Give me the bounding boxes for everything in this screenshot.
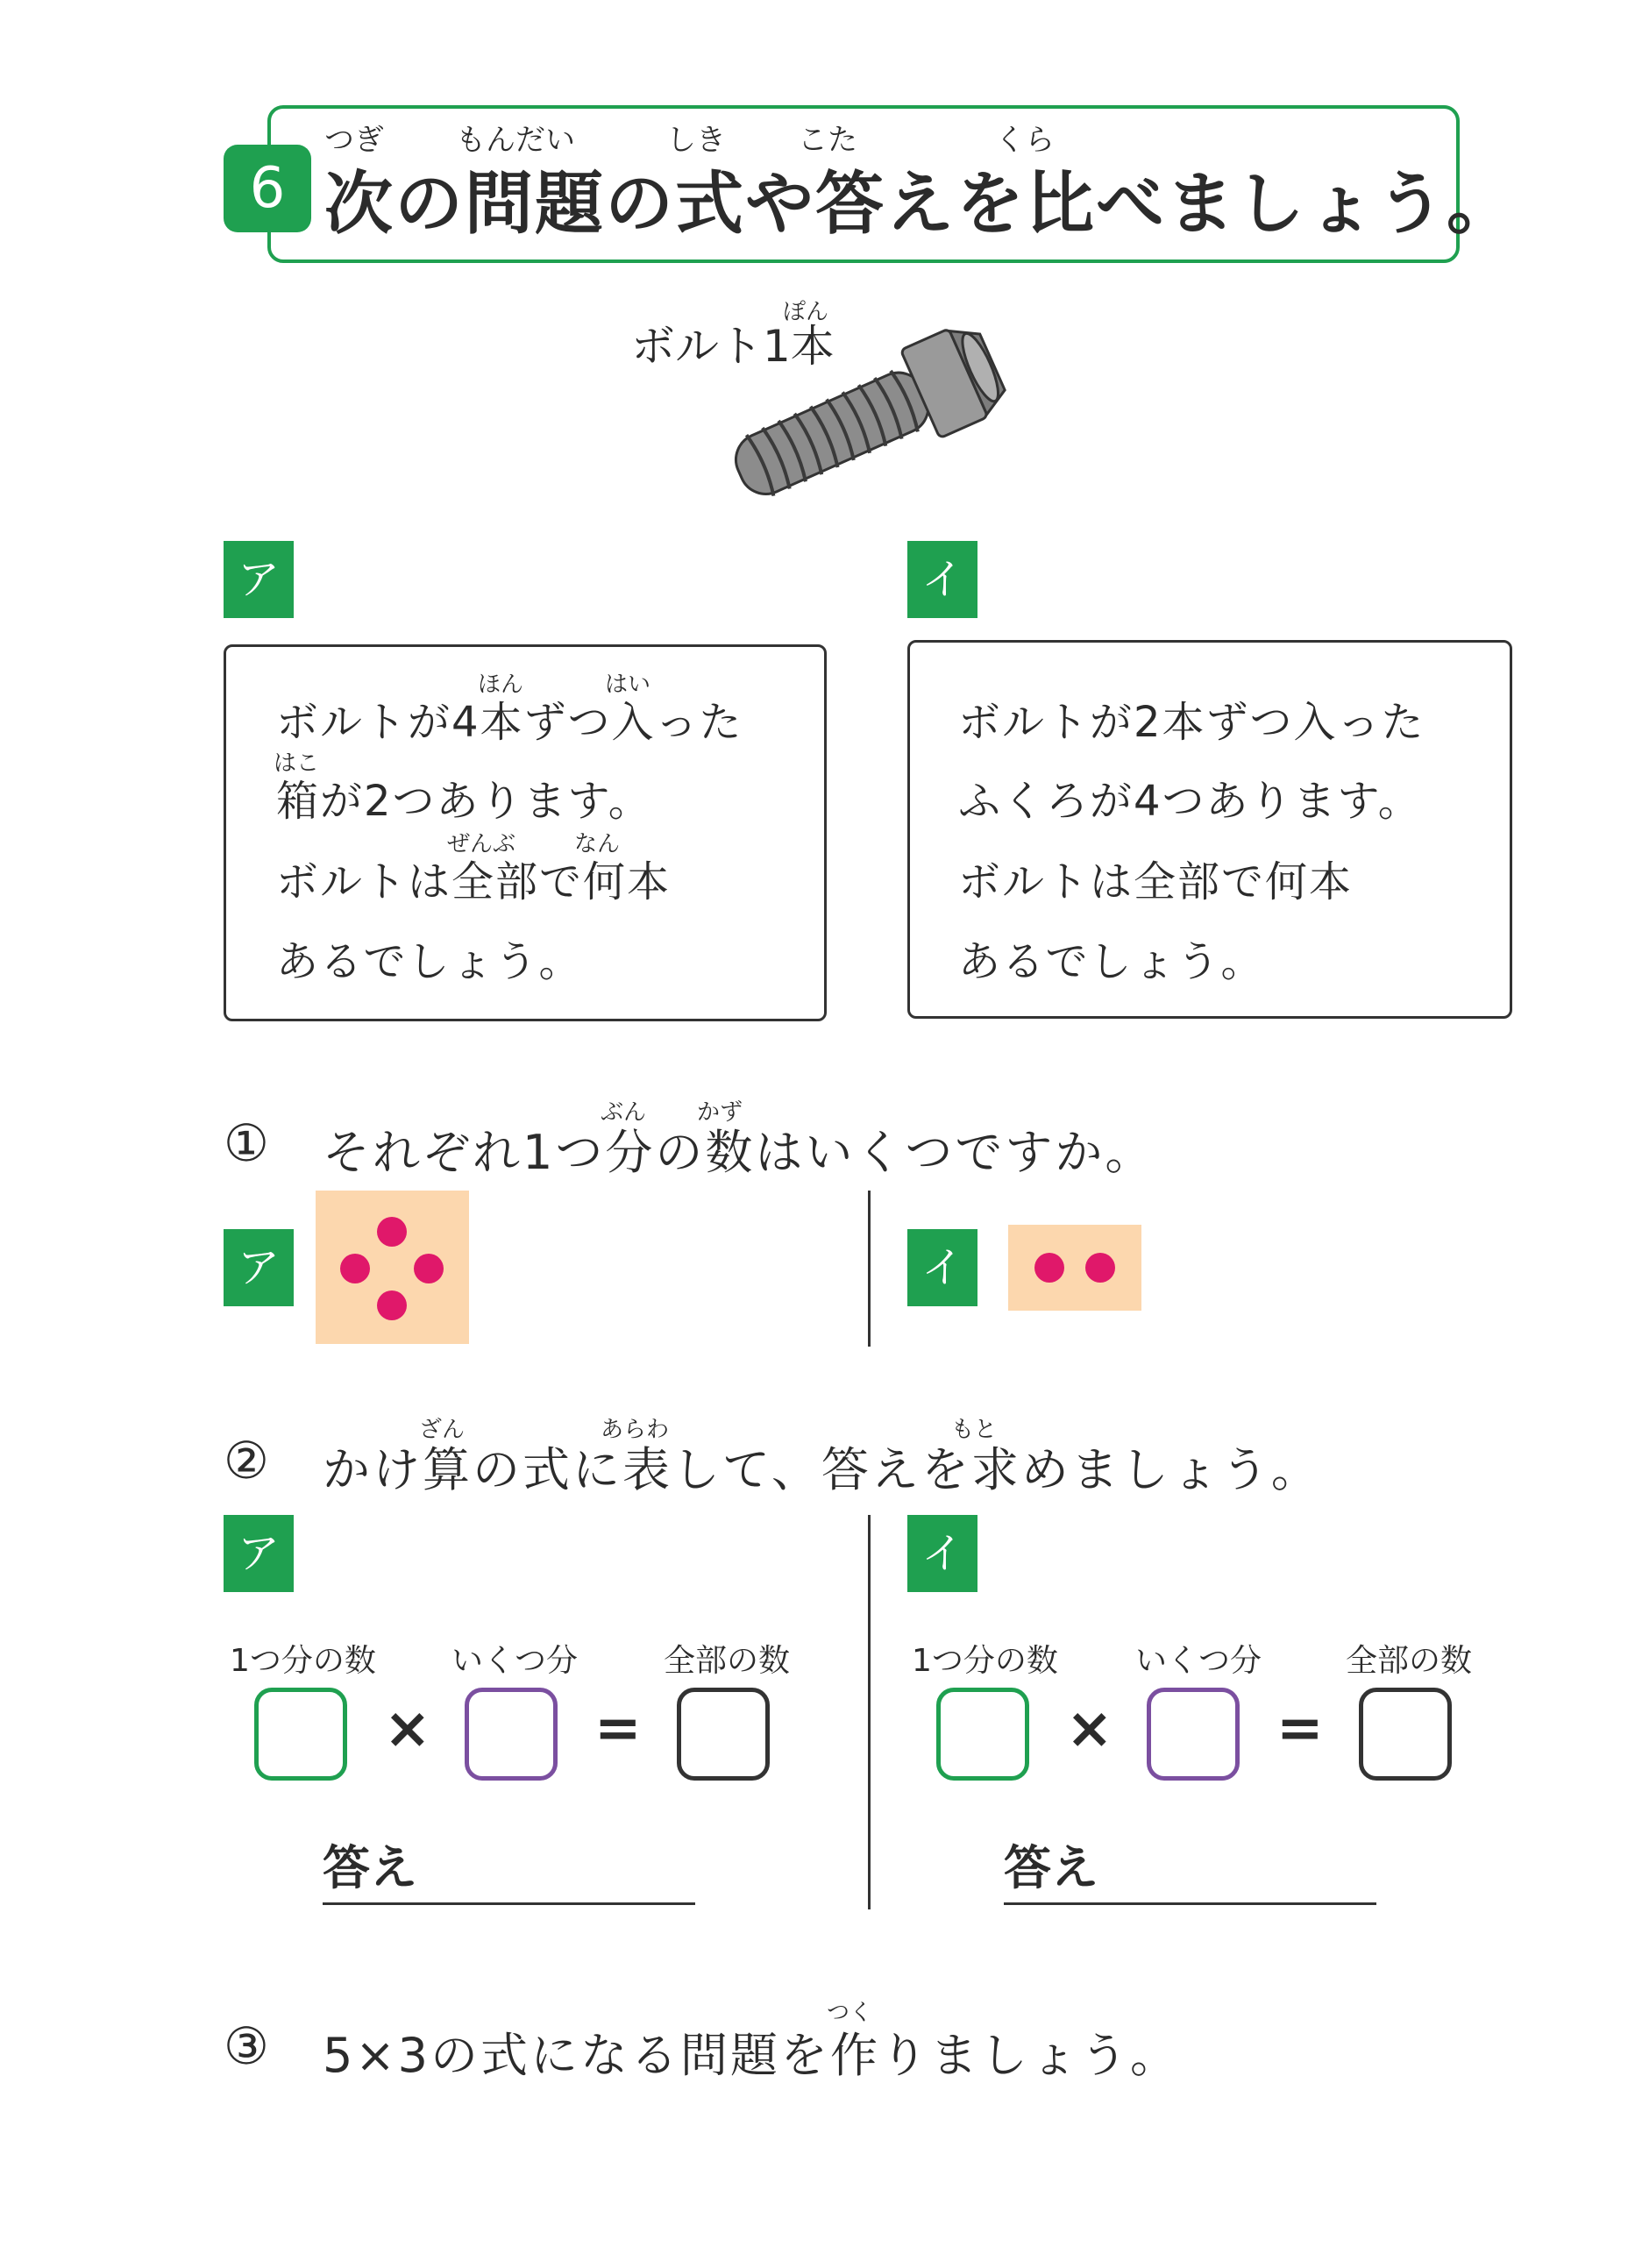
problem-a-ruby-2: はい — [605, 672, 651, 698]
times-sign: × — [384, 1696, 431, 1761]
divider-q1 — [868, 1191, 871, 1347]
label-total: 全部の数 — [664, 1643, 791, 1679]
problem-i-line-3: ボルトは全部で何本 — [958, 857, 1354, 906]
problem-a-line-4: あるでしょう。 — [276, 937, 583, 986]
answer-line-a[interactable] — [323, 1902, 695, 1905]
answer-label-i: 答え — [1004, 1840, 1098, 1895]
per-unit-input-box[interactable] — [936, 1688, 1029, 1781]
problem-a-line-3: ボルトは全部で何本 — [276, 857, 672, 906]
equals-sign: = — [1276, 1696, 1324, 1761]
label-total: 全部の数 — [1346, 1643, 1473, 1679]
problem-i-line-2: ふくろが4つあります。 — [958, 777, 1422, 826]
problem-a-ruby-3: はこ — [274, 750, 320, 777]
answer-label-a: 答え — [323, 1840, 417, 1895]
problem-i-line-1: ボルトが2本ずつ入った — [958, 698, 1425, 747]
q3-text: 5×3の式になる問題を作りましょう。 — [323, 2028, 1180, 2083]
problem-a-ruby-5: なん — [574, 831, 621, 857]
dot — [377, 1217, 407, 1247]
answer-line-i[interactable] — [1004, 1902, 1376, 1905]
dot — [1085, 1253, 1115, 1283]
q1-ruby-1: ぶん — [601, 1099, 647, 1126]
bolt-illustration — [697, 302, 1039, 508]
multiplier-input-box[interactable] — [465, 1688, 558, 1781]
problem-a-line-2: 箱が2つあります。 — [276, 777, 652, 826]
per-unit-input-box[interactable] — [254, 1688, 347, 1781]
q2-ruby-3: もと — [951, 1417, 998, 1443]
bolt-label: ボルト1本 — [631, 321, 835, 372]
dot-card-i — [1008, 1225, 1141, 1311]
dot — [414, 1254, 444, 1283]
problem-a-ruby-4: ぜんぶ — [447, 831, 516, 857]
total-input-box[interactable] — [1359, 1688, 1452, 1781]
label-per-unit: 1つ分の数 — [230, 1643, 376, 1679]
label-multiplier: いくつ分 — [451, 1643, 579, 1679]
title-ruby-2: もんだい — [456, 123, 575, 158]
tag-a: ア — [224, 541, 294, 618]
problem-number-badge: 6 — [224, 145, 311, 232]
title-ruby-5: くら — [995, 123, 1055, 158]
dot — [340, 1254, 370, 1283]
q2-ruby-2: あらわ — [601, 1417, 670, 1443]
q2-ruby-1: ざん — [419, 1417, 466, 1443]
dot — [1034, 1253, 1064, 1283]
total-input-box[interactable] — [677, 1688, 770, 1781]
label-multiplier: いくつ分 — [1135, 1643, 1262, 1679]
label-per-unit: 1つ分の数 — [912, 1643, 1058, 1679]
q1-text: それぞれ1つ分の数はいくつですか。 — [323, 1125, 1155, 1180]
tag-i: イ — [907, 541, 977, 618]
q1-tag-a: ア — [224, 1229, 294, 1306]
problem-i-line-4: あるでしょう。 — [958, 937, 1265, 986]
problem-a-ruby-1: ほん — [478, 672, 524, 698]
q1-number: ① — [224, 1113, 269, 1173]
multiplier-input-box[interactable] — [1147, 1688, 1240, 1781]
title-ruby-4: こた — [798, 123, 857, 158]
q2-text: かけ算の式に表して、答えを求めましょう。 — [323, 1442, 1321, 1497]
equals-sign: = — [594, 1696, 642, 1761]
q2-tag-i: イ — [907, 1515, 977, 1592]
title-ruby-1: つぎ — [324, 123, 384, 158]
dot-card-a — [316, 1191, 469, 1344]
q2-number: ② — [224, 1431, 269, 1490]
q2-tag-a: ア — [224, 1515, 294, 1592]
page-title: 次の問題の式や答えを比べましょう。 — [324, 165, 1518, 244]
q3-ruby-1: つく — [827, 2000, 873, 2026]
problem-a-line-1: ボルトが4本ずつ入った — [276, 698, 743, 747]
dot — [377, 1290, 407, 1320]
title-ruby-3: しき — [666, 123, 726, 158]
q1-tag-i: イ — [907, 1229, 977, 1306]
times-sign: × — [1066, 1696, 1113, 1761]
q1-ruby-2: かず — [697, 1099, 743, 1126]
bolt-ruby: ぽん — [783, 299, 829, 325]
q3-number: ③ — [224, 2016, 269, 2076]
divider-q2 — [868, 1515, 871, 1909]
